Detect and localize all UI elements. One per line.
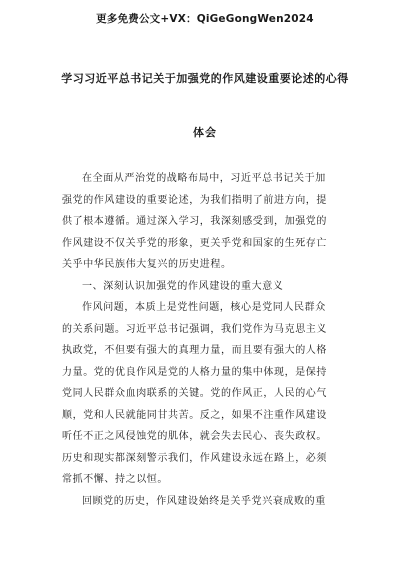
- paragraph-line: 回顾党的历史，作风建设始终是关乎党兴衰成败的重: [82, 495, 326, 507]
- paragraph-line: 常抓不懈、持之以恒。: [62, 474, 168, 485]
- paragraph-line: 的关系问题。习近平总书记强调，我们党作为马克思主义: [62, 323, 327, 335]
- section-heading: 一、深刻认识加强党的作风建设的重大意义: [82, 280, 284, 292]
- paragraph-line: 执政党，不但要有强大的真理力量，而且要有强大的人格: [62, 345, 327, 356]
- document-title-continued: 体会: [193, 126, 217, 139]
- document-header: 更多免费公文+VX：QiGeGongWen2024: [96, 13, 314, 25]
- paragraph-line: 听任不正之风侵蚀党的肌体，就会失去民心、丧失政权。: [62, 431, 327, 442]
- paragraph-line: 在全面从严治党的战略布局中，习近平总书记关于加: [82, 173, 326, 184]
- paragraph-line: 顺，党和人民就能同甘共苦。反之，如果不注重作风建设: [62, 409, 327, 421]
- paragraph-line: 力量。党的优良作风是党的人格力量的集中体现，是保持: [62, 366, 327, 378]
- paragraph-line: 强党的作风建设的重要论述，为我们指明了前进方向，提: [62, 194, 327, 206]
- document-body: [62, 168, 350, 512]
- paragraph-line: 关乎中华民族伟大复兴的历史进程。: [62, 259, 232, 270]
- paragraph-line: 历史和现实都深刻警示我们，作风建设永远在路上，必须: [62, 452, 327, 464]
- paragraph-line: 作风建设不仅关乎党的形象，更关乎党和国家的生死存亡: [62, 237, 327, 249]
- document-title: 学习习近平总书记关于加强党的作风建设重要论述的心得: [61, 72, 349, 85]
- paragraph-line: 作风问题，本质上是党性问题，核心是党同人民群众: [82, 302, 326, 313]
- paragraph-line: 党同人民群众血肉联系的关键。党的作风正，人民的心气: [62, 388, 327, 399]
- paragraph-line: 供了根本遵循。通过深入学习，我深刻感受到，加强党的: [62, 216, 327, 227]
